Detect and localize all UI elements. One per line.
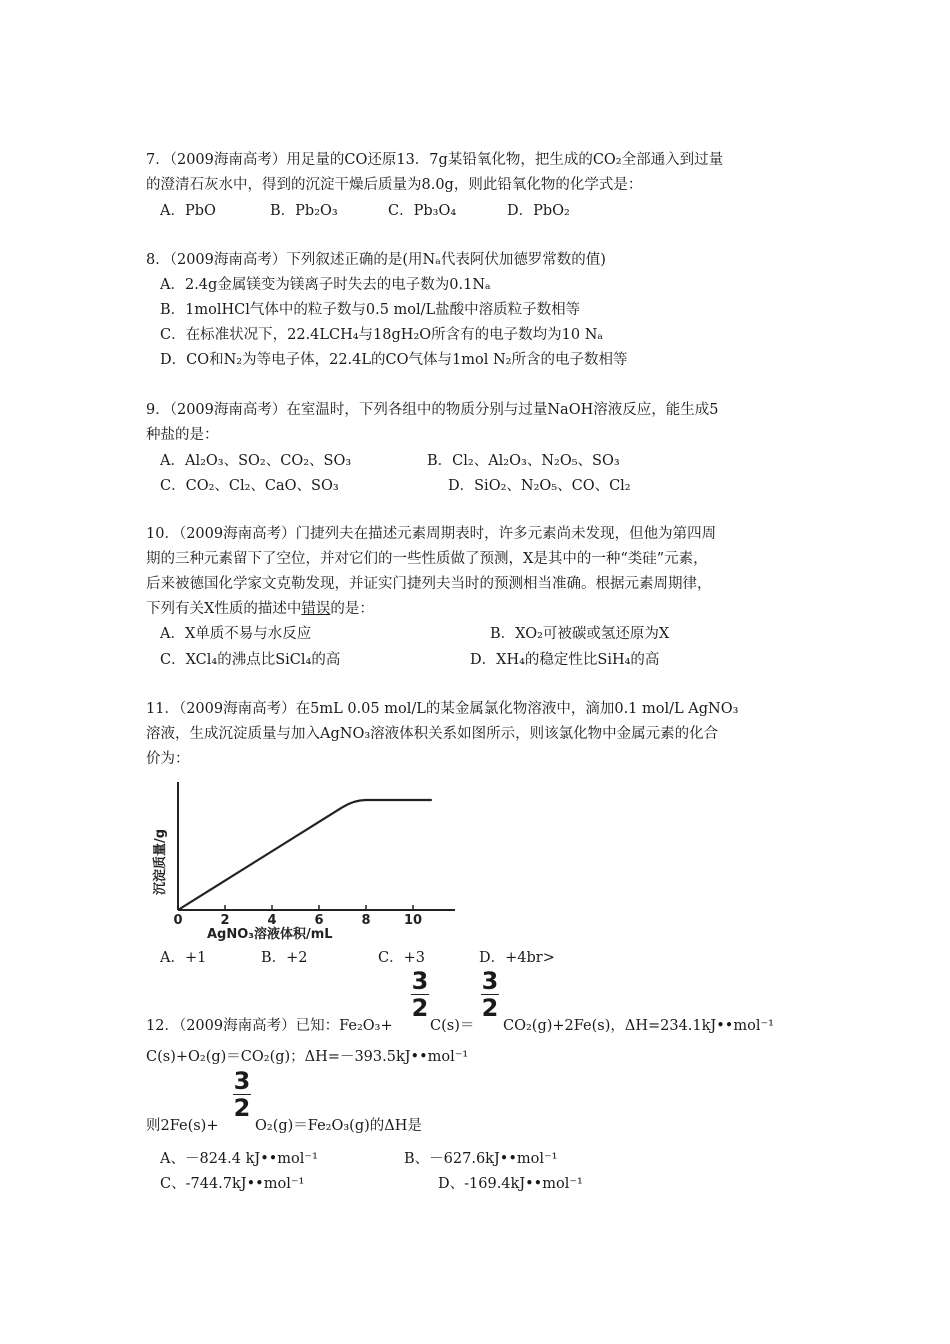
q7-option-a: A．PbO [160,203,216,219]
y-axis-label: 沉淀质量/g [153,828,168,896]
q12-option-d: D、-169.4kJ••mol⁻¹ [438,1176,583,1192]
x-tick-label: 10 [403,913,423,928]
q10-option-d: D．XH₄的稳定性比SiH₄的高 [470,652,660,668]
fraction-numerator: 3 [411,967,429,995]
fraction-three-halves-3 [231,1067,253,1122]
fraction-denominator: 2 [481,994,499,1022]
fraction-numerator: 3 [233,1067,251,1095]
q12-line2: C(s)+O₂(g)＝CO₂(g)；ΔH=－393.5kJ••mol⁻¹ [146,1049,469,1065]
q9-option-c: C．CO₂、Cl₂、CaO、SO₃ [160,478,339,494]
q12-line3-b: O₂(g)＝Fe₂O₃(g)的ΔH是 [255,1118,422,1134]
q10-line4-post: 的是： [330,601,374,617]
x-axis-label: AgNO₃溶液体积/mL [207,927,333,942]
q9-option-b: B．Cl₂、Al₂O₃、N₂O₅、SO₃ [427,453,620,469]
q9-line2: 种盐的是： [146,427,219,443]
q12-line1-b: C(s)＝ [430,1018,475,1034]
q11-line3: 价为： [146,751,190,767]
fraction-three-halves-1 [409,967,431,1022]
q12-option-c: C、-744.7kJ••mol⁻¹ [160,1176,305,1192]
q8-option-b: B．1molHCl气体中的粒子数与0.5 mol/L盐酸中溶质粒子数相等 [160,302,581,318]
q8-option-a: A．2.4g金属镁变为镁离子时失去的电子数为0.1Nₐ [160,277,491,293]
q7-option-b: B．Pb₂O₃ [270,203,338,219]
q9-line1: 9．（2009海南高考）在室温时，下列各组中的物质分别与过量NaOH溶液反应，能生成5 [146,402,719,418]
fraction-three-halves-2 [479,967,501,1022]
x-tick-label: 2 [220,913,230,928]
q11-option-b: B．+2 [261,950,308,966]
q10-line4 [146,599,374,619]
fraction-numerator: 3 [481,967,499,995]
q7-line2: 的澄清石灰水中，得到的沉淀干燥后质量为8.0g，则此铅氧化物的化学式是： [146,177,643,193]
precipitate-chart [145,770,465,945]
q12-line1-a: 12．（2009海南高考）已知：Fe₂O₃+ [146,1018,393,1034]
q7-line1: 7．（2009海南高考）用足量的CO还原13．7g某铅氧化物，把生成的CO₂全部通入到过量 [146,152,724,168]
q8-option-d: D．CO和N₂为等电子体，22.4L的CO气体与1mol N₂所含的电子数相等 [160,352,628,368]
q7-option-d: D．PbO₂ [507,203,570,219]
x-tick-label: 8 [361,913,371,928]
q12-line1-c: CO₂(g)+2Fe(s)，ΔH=234.1kJ••mol⁻¹ [503,1018,774,1034]
q12-option-b: B、－627.6kJ••mol⁻¹ [404,1151,558,1167]
q10-line2: 期的三种元素留下了空位，并对它们的一些性质做了预测，X是其中的一种“类硅”元素， [146,551,708,567]
q8-line1: 8．（2009海南高考）下列叙述正确的是(用Nₐ代表阿伏加德罗常数的值) [146,252,606,268]
q12-option-a: A、－824.4 kJ••mol⁻¹ [160,1151,318,1167]
q10-line1: 10．（2009海南高考）门捷列夫在描述元素周期表时，许多元素尚未发现，但他为第四周 [146,526,717,542]
q10-underlined-word: 错误 [301,601,331,617]
q12-line3-a: 则2Fe(s)+ [146,1118,219,1134]
x-tick-label: 4 [267,913,277,928]
q11-option-d: D．+4br> [479,950,555,966]
x-tick-label: 0 [173,913,183,928]
q11-line1: 11．（2009海南高考）在5mL 0.05 mol/L的某金属氯化物溶液中，滴加0.1 mol/L AgNO₃ [146,701,739,717]
q11-option-c: C．+3 [378,950,425,966]
q7-option-c: C．Pb₃O₄ [388,203,457,219]
q10-option-a: A．X单质不易与水反应 [160,626,312,642]
x-tick-labels [173,905,422,928]
q8-option-c: C．在标准状况下，22.4LCH₄与18gH₂O所含有的电子数均为10 Nₐ [160,327,603,343]
q10-option-b: B．XO₂可被碳或氢还原为X [490,626,670,642]
x-tick-label: 6 [314,913,324,928]
q9-option-a: A．Al₂O₃、SO₂、CO₂、SO₃ [160,453,352,469]
series-line [178,800,432,910]
q11-option-a: A．+1 [160,950,207,966]
q10-option-c: C．XCl₄的沸点比SiCl₄的高 [160,652,341,668]
q11-line2: 溶液，生成沉淀质量与加入AgNO₃溶液体积关系如图所示，则该氯化物中金属元素的化合 [146,726,719,742]
q10-line3: 后来被德国化学家文克勒发现，并证实门捷列夫当时的预测相当准确。根据元素周期律， [146,576,712,592]
q9-option-d: D．SiO₂、N₂O₅、CO、Cl₂ [448,478,631,494]
chart-axes [178,782,455,910]
fraction-denominator: 2 [233,1094,251,1122]
fraction-denominator: 2 [411,994,429,1022]
q10-line4-pre: 下列有关X性质的描述中 [146,601,302,617]
